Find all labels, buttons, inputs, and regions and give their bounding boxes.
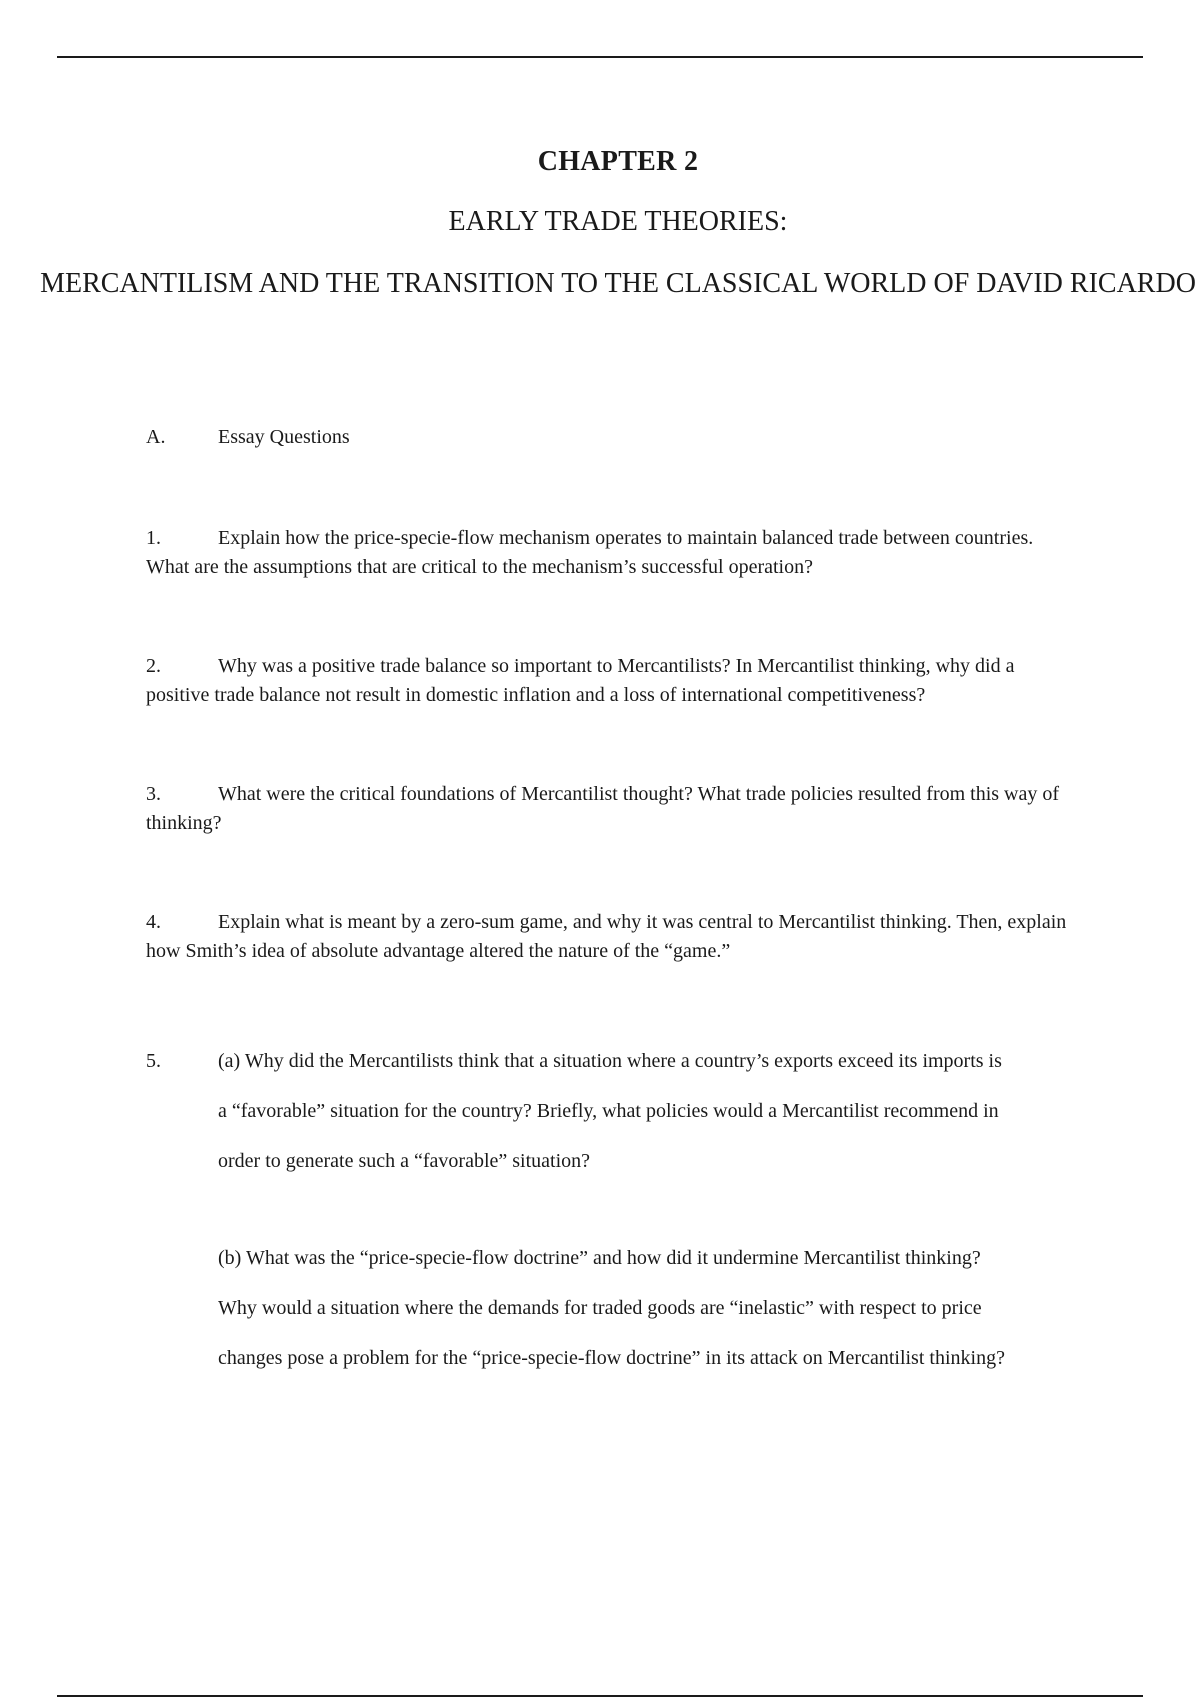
top-rule: [57, 56, 1143, 58]
question-number: 1.: [146, 527, 161, 549]
question-text: Explain what is meant by a zero-sum game, and why it was central to Mercantilist thinking. Then, explain how Smith’s idea of absolute advantage altered the nature of the “game.”: [146, 911, 1067, 962]
question-number: 5.: [146, 1050, 161, 1072]
question-1: [146, 524, 1076, 582]
question-5-part-b: (b) What was the “price-specie-flow doctrine” and how did it undermine Mercantilist thinking? Why would a situation where the demands for traded goods are “inelastic” with respect to price changes pose a problem for the “price-specie-flow doctrine” in its attack on Mercantilist thinking?: [218, 1247, 1005, 1369]
question-number: 4.: [146, 911, 161, 933]
question-text: What were the critical foundations of Mercantilist thought? What trade policies resulted from this way of thinking?: [146, 783, 1060, 834]
section-heading: [146, 426, 350, 449]
question-5-part-a: (a) Why did the Mercantilists think that a situation where a country’s exports exceed its imports is a “favorable” situation for the country? Briefly, what policies would a Mercantilist recommend in order to generate such a “favorable” situation?: [218, 1050, 1002, 1172]
chapter-subtitle-2: MERCANTILISM AND THE TRANSITION TO THE CLASSICAL WORLD OF DAVID RICARDO: [40, 268, 1196, 299]
question-2: [146, 652, 1076, 710]
section-letter: A.: [146, 426, 166, 448]
question-4: [146, 908, 1076, 966]
chapter-heading: CHAPTER 2: [537, 146, 699, 177]
bottom-rule: [57, 1695, 1143, 1697]
question-number: 2.: [146, 655, 161, 677]
chapter-subtitle-1: EARLY TRADE THEORIES:: [448, 206, 788, 237]
section-title: Essay Questions: [218, 426, 350, 448]
question-text: Explain how the price-specie-flow mechanism operates to maintain balanced trade between countries. What are the assumptions that are critical to the mechanism’s successful operation?: [146, 527, 1034, 578]
question-3: [146, 780, 1076, 838]
question-text: Why was a positive trade balance so important to Mercantilists? In Mercantilist thinking, why did a positive trade balance not result in domestic inflation and a loss of international competitiveness?: [146, 655, 1015, 706]
question-number: 3.: [146, 783, 161, 805]
